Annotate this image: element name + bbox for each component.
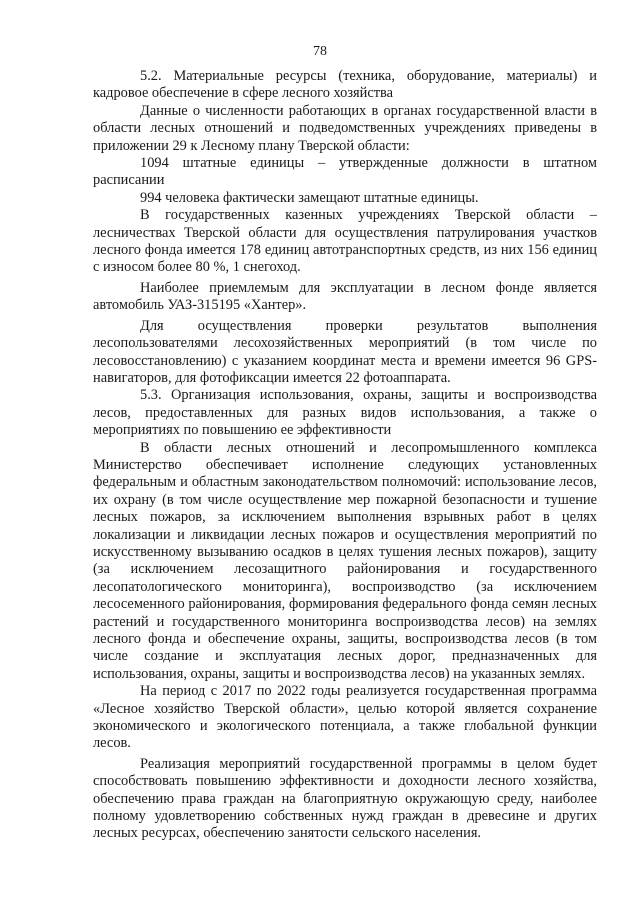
document-body: [93, 68, 597, 843]
paragraph: В области лесных отношений и лесопромышленного комплекса Министерство обеспечивает исполнение следующих установленных федеральным и областным законодательством полномочий: использование лесов, их охрану (в том числе осуществление мер пожарной безопасности и тушение лесных пожаров, за исключением выполнения взрывных работ в целях локализации и ликвидации лесных пожаров и осуществления мероприятий по искусственному вызыванию осадков в целях тушения лесных пожаров), защиту (за исключением лесозащитного районирования и государственного лесопатологического мониторинга), воспроизводство (за исключением лесосеменного районирования, формирования федерального фонда семян лесных растений и государственного мониторинга воспроизводства лесов) на землях лесного фонда и обеспечение охраны, защиты, воспроизводства лесов (в том числе создание и эксплуатация лесных дорог, предназначенных для использования, охраны, защиты и воспроизводства лесов) на указанных землях.: [93, 439, 597, 682]
paragraph: На период с 2017 по 2022 годы реализуется государственная программа «Лесное хозяйство Тверской области», целью которой является сохранение экономического и экологического потенциала, а также глобальной функции лесов.: [93, 683, 597, 752]
section-heading-5-2: 5.2. Материальные ресурсы (техника, оборудование, материалы) и кадровое обеспечение в сфере лесного хозяйства: [93, 68, 597, 102]
paragraph: Данные о численности работающих в органах государственной власти в области лесных отношений и подведомственных учреждениях приведены в приложении 29 к Лесному плану Тверской области:: [93, 102, 597, 154]
paragraph: Для осуществления проверки результатов выполнения лесопользователями лесохозяйственных мероприятий (в том числе по лесовосстановлению) с указанием координат места и времени имеется 96 GPS-навигаторов, для фотофиксации имеется 22 фотоаппарата.: [93, 317, 597, 386]
section-heading-5-3: 5.3. Организация использования, охраны, защиты и воспроизводства лесов, предоставленных для разных видов использования, а также о мероприятиях по повышению ее эффективности: [93, 387, 597, 439]
paragraph: В государственных казенных учреждениях Тверской области – лесничествах Тверской области для осуществления патрулирования участков лесного фонда имеется 178 единиц автотранспортных средств, из них 156 единиц с износом более 80 %, 1 снегоход.: [93, 207, 597, 276]
page-number: 78: [313, 44, 327, 59]
paragraph: Реализация мероприятий государственной программы в целом будет способствовать повышению эффективности и доходности лесного хозяйства, обеспечению права граждан на благоприятную окружающую среду, наиболее полному удовлетворению собственных нужд граждан в древесине и других лесных ресурсах, обеспечению занятости сельского населения.: [93, 755, 597, 842]
paragraph: Наиболее приемлемым для эксплуатации в лесном фонде является автомобиль УАЗ-315195 «Хантер».: [93, 279, 597, 314]
paragraph: 1094 штатные единицы – утвержденные должности в штатном расписании: [93, 155, 597, 189]
paragraph: 994 человека фактически замещают штатные единицы.: [140, 189, 479, 206]
